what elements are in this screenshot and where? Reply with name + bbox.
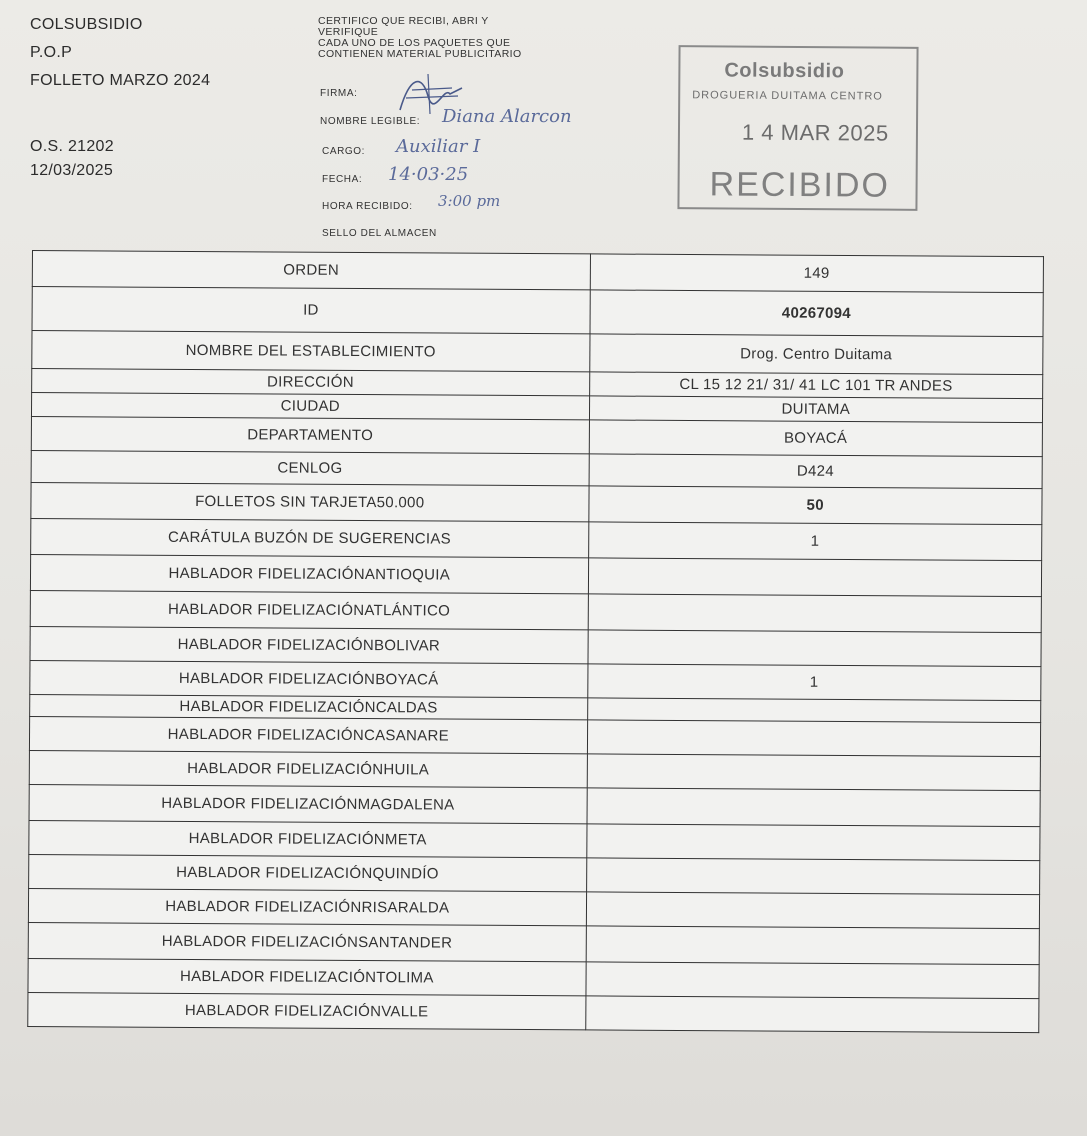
order-service-number: O.S. 21202: [30, 138, 114, 155]
row-label: HABLADOR FIDELIZACIÓNRISARALDA: [28, 888, 586, 925]
row-label: HABLADOR FIDELIZACIÓNANTIOQUIA: [30, 554, 588, 593]
row-value: [588, 594, 1042, 633]
row-value: [587, 788, 1041, 827]
received-stamp: [677, 45, 918, 211]
firma-label: FIRMA:: [320, 88, 358, 99]
table-row: [29, 784, 1040, 826]
row-value: [587, 754, 1041, 791]
row-label: HABLADOR FIDELIZACIÓNCALDAS: [30, 694, 588, 719]
certificate-line-1: CERTIFICO QUE RECIBI, ABRI Y: [318, 15, 489, 27]
materials-table: [27, 250, 1044, 1033]
certificate-line-2: VERIFIQUE: [318, 26, 379, 38]
row-value: 1: [588, 522, 1042, 561]
row-label: CARÁTULA BUZÓN DE SUGERENCIAS: [31, 518, 589, 557]
stamp-branch: DROGUERIA DUITAMA CENTRO: [692, 89, 883, 103]
table-row: [31, 518, 1042, 560]
row-value: [585, 996, 1039, 1033]
row-label: HABLADOR FIDELIZACIÓNMETA: [29, 820, 587, 857]
row-value: [586, 892, 1040, 929]
row-label: HABLADOR FIDELIZACIÓNBOYACÁ: [30, 660, 588, 697]
row-value: BOYACÁ: [589, 420, 1043, 457]
row-label: CIUDAD: [31, 393, 589, 420]
fecha-label: FECHA:: [322, 174, 363, 185]
stamp-status: RECIBIDO: [709, 165, 891, 205]
document-date: 12/03/2025: [30, 162, 114, 179]
stamp-brand: Colsubsidio: [724, 59, 845, 83]
cargo-value: Auxiliar I: [396, 136, 481, 157]
table-row: [32, 331, 1043, 375]
row-value: [586, 858, 1040, 895]
row-label: HABLADOR FIDELIZACIÓNSANTANDER: [28, 922, 586, 961]
table-row: [32, 287, 1043, 337]
row-value: [586, 962, 1040, 999]
row-value: Drog. Centro Duitama: [589, 334, 1043, 375]
cargo-label: CARGO:: [322, 146, 366, 157]
row-value: 149: [590, 254, 1044, 293]
nombre-label: NOMBRE LEGIBLE:: [320, 116, 421, 127]
row-value: [588, 558, 1042, 597]
row-label: NOMBRE DEL ESTABLECIMIENTO: [32, 331, 590, 372]
stamp-date: 1 4 MAR 2025: [741, 119, 889, 146]
row-value: [586, 824, 1040, 861]
company-name: COLSUBSIDIO: [30, 16, 143, 33]
row-value: DUITAMA: [589, 396, 1043, 423]
row-value: D424: [589, 454, 1043, 489]
row-value: [587, 720, 1041, 757]
row-label: DIRECCIÓN: [32, 369, 590, 396]
row-label: ORDEN: [32, 251, 590, 290]
table-row: [32, 251, 1043, 293]
folleto-title: FOLLETO MARZO 2024: [30, 72, 211, 89]
row-label: HABLADOR FIDELIZACIÓNVALLE: [28, 992, 586, 1029]
table-row: [28, 992, 1039, 1032]
row-label: CENLOG: [31, 450, 589, 485]
hora-label: HORA RECIBIDO:: [322, 201, 413, 212]
row-label: HABLADOR FIDELIZACIÓNHUILA: [29, 750, 587, 787]
row-label: FOLLETOS SIN TARJETA50.000: [31, 482, 589, 521]
row-label: HABLADOR FIDELIZACIÓNQUINDÍO: [29, 854, 587, 891]
certificate-text: [318, 16, 522, 60]
table-row: [31, 482, 1042, 524]
table-row: [30, 554, 1041, 596]
row-label: HABLADOR FIDELIZACIÓNCASANARE: [29, 716, 587, 753]
fecha-value: 14·03·25: [388, 164, 469, 185]
hora-value: 3:00 pm: [438, 192, 501, 210]
row-label: HABLADOR FIDELIZACIÓNTOLIMA: [28, 958, 586, 995]
row-label: HABLADOR FIDELIZACIÓNATLÁNTICO: [30, 590, 588, 629]
sello-label: SELLO DEL ALMACEN: [322, 228, 437, 239]
row-value: [586, 926, 1040, 965]
row-value: 1: [587, 664, 1041, 701]
row-label: DEPARTAMENTO: [31, 416, 589, 453]
certificate-line-3: CADA UNO DE LOS PAQUETES QUE: [318, 37, 511, 49]
table-row: [28, 922, 1039, 964]
table-row: [30, 590, 1041, 632]
row-value: 40267094: [590, 290, 1044, 337]
row-value: [587, 698, 1041, 723]
nombre-value: Diana Alarcon: [442, 106, 572, 127]
row-label: HABLADOR FIDELIZACIÓNBOLIVAR: [30, 626, 588, 663]
certificate-line-4: CONTIENEN MATERIAL PUBLICITARIO: [318, 48, 522, 60]
row-value: [588, 630, 1042, 667]
row-value: 50: [588, 486, 1042, 525]
row-label: ID: [32, 287, 590, 334]
pop-label: P.O.P: [30, 44, 73, 61]
row-label: HABLADOR FIDELIZACIÓNMAGDALENA: [29, 784, 587, 823]
row-value: CL 15 12 21/ 31/ 41 LC 101 TR ANDES: [589, 372, 1043, 399]
